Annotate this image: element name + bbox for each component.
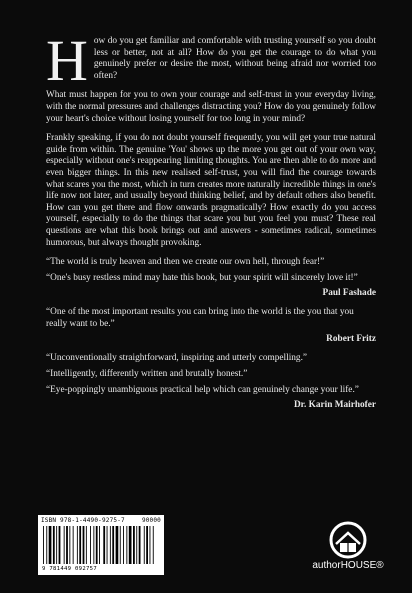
- barcode-bar: [69, 526, 70, 564]
- barcode-bar: [77, 526, 78, 564]
- blurb-paragraph-1: [46, 28, 376, 93]
- barcode-bar: [103, 526, 105, 564]
- barcode-bar: [49, 526, 52, 564]
- publisher-logo: [308, 520, 388, 572]
- endorsement-paul-fashade: [46, 257, 376, 298]
- barcode-bar: [129, 526, 132, 564]
- back-cover-text: [46, 28, 376, 419]
- isbn-label-row: [41, 517, 161, 524]
- barcode-bar: [73, 526, 74, 564]
- endorsement-quote: “One of the most important results you can bring into the world is the you that you really want to be.”: [46, 307, 354, 329]
- blurb-paragraph-3: Frankly speaking, if you do not doubt yourself frequently, you will get your true natural guide from within. The genuine 'You' shows up the more you get out of your own way, especially without one's reappearing limiting thoughts. You are then able to do more and even bigger things. In this new realised self-trust, you will find the courage towards what scares you the most, which in turn creates more naturally incredible things in one's life now not later, and usually beyond thinking belief, and by default others also benefit. How can you get there and flow onwards pragmatically? How exactly do you access yourself, especially to do the things that scare you but you feel you must? These real questions are what this book brings out and answers - sometimes radical, sometimes humorous, but always thought provoking.: [46, 133, 376, 248]
- endorsement-robert-fritz: [46, 307, 376, 344]
- barcode-bar: [120, 526, 121, 564]
- endorsement-author: Paul Fashade: [322, 288, 376, 299]
- barcode-bar: [43, 526, 44, 564]
- drop-cap-letter: H: [46, 28, 88, 93]
- endorsement-quote: “The world is truly heaven and then we create our own hell, through fear!”: [46, 257, 325, 268]
- barcode-bar: [86, 526, 87, 564]
- endorsement-author: Robert Fritz: [326, 334, 376, 345]
- barcode-bar: [153, 526, 154, 564]
- barcode-bar: [53, 526, 55, 564]
- barcode-bar: [110, 526, 111, 564]
- barcode-bar: [83, 526, 85, 564]
- price-code: 90000: [141, 517, 161, 524]
- barcode-number: 9 781449 092757: [42, 566, 98, 572]
- barcode-bar: [144, 526, 145, 564]
- barcode-bar: [64, 526, 65, 564]
- book-house-icon: [308, 520, 388, 560]
- endorsement-quote: “Unconventionally straightforward, inspiring and utterly compelling.”: [46, 353, 308, 364]
- isbn-barcode: [38, 515, 164, 575]
- blurb-paragraph-1-text: ow do you get familiar and comfortable with trusting yourself so you doubt less or better, not at all? How do you get the courage to do what you genuinely prefer or desire the most, without being afraid nor worried too often?: [93, 36, 376, 81]
- barcode-bar: [126, 526, 127, 564]
- barcode-bar: [146, 526, 148, 564]
- endorsement-quote: “Intelligently, differently written and brutally honest.”: [46, 369, 248, 380]
- barcode-bar: [90, 526, 91, 564]
- blurb-paragraph-2: What must happen for you to own your courage and self-trust in your everyday living, with the normal pressures and challenges distracting you? How do you genuinely follow your heart's choice without losing yourself for too long in your mind?: [46, 90, 376, 124]
- endorsement-karin-mairhofer: [46, 353, 376, 410]
- barcode-bar: [99, 526, 100, 564]
- barcode-bar: [66, 526, 68, 564]
- publisher-name: authorHOUSE®: [312, 560, 384, 571]
- barcode-bar: [79, 526, 81, 564]
- barcode-bar: [136, 526, 137, 564]
- barcode-bar: [139, 526, 141, 564]
- barcode-bar: [96, 526, 98, 564]
- barcode-bar: [93, 526, 94, 564]
- barcode-bar: [56, 526, 57, 564]
- barcode-bar: [107, 526, 108, 564]
- isbn-label: ISBN 978-1-4490-9275-7: [41, 517, 125, 524]
- barcode-bars: [41, 526, 161, 566]
- endorsement-quote: “Eye-poppingly unambiguous practical help which can genuinely change your life.”: [46, 384, 359, 395]
- barcode-bar: [46, 526, 47, 564]
- barcode-bar: [150, 526, 151, 564]
- endorsement-quote: “One's busy restless mind may hate this book, but your spirit will sincerely love it!”: [46, 272, 358, 283]
- barcode-bar: [133, 526, 135, 564]
- barcode-bar: [123, 526, 124, 564]
- barcode-bar: [112, 526, 114, 564]
- barcode-bar: [59, 526, 61, 564]
- barcode-bar: [116, 526, 119, 564]
- endorsement-author: Dr. Karin Mairhofer: [293, 400, 376, 411]
